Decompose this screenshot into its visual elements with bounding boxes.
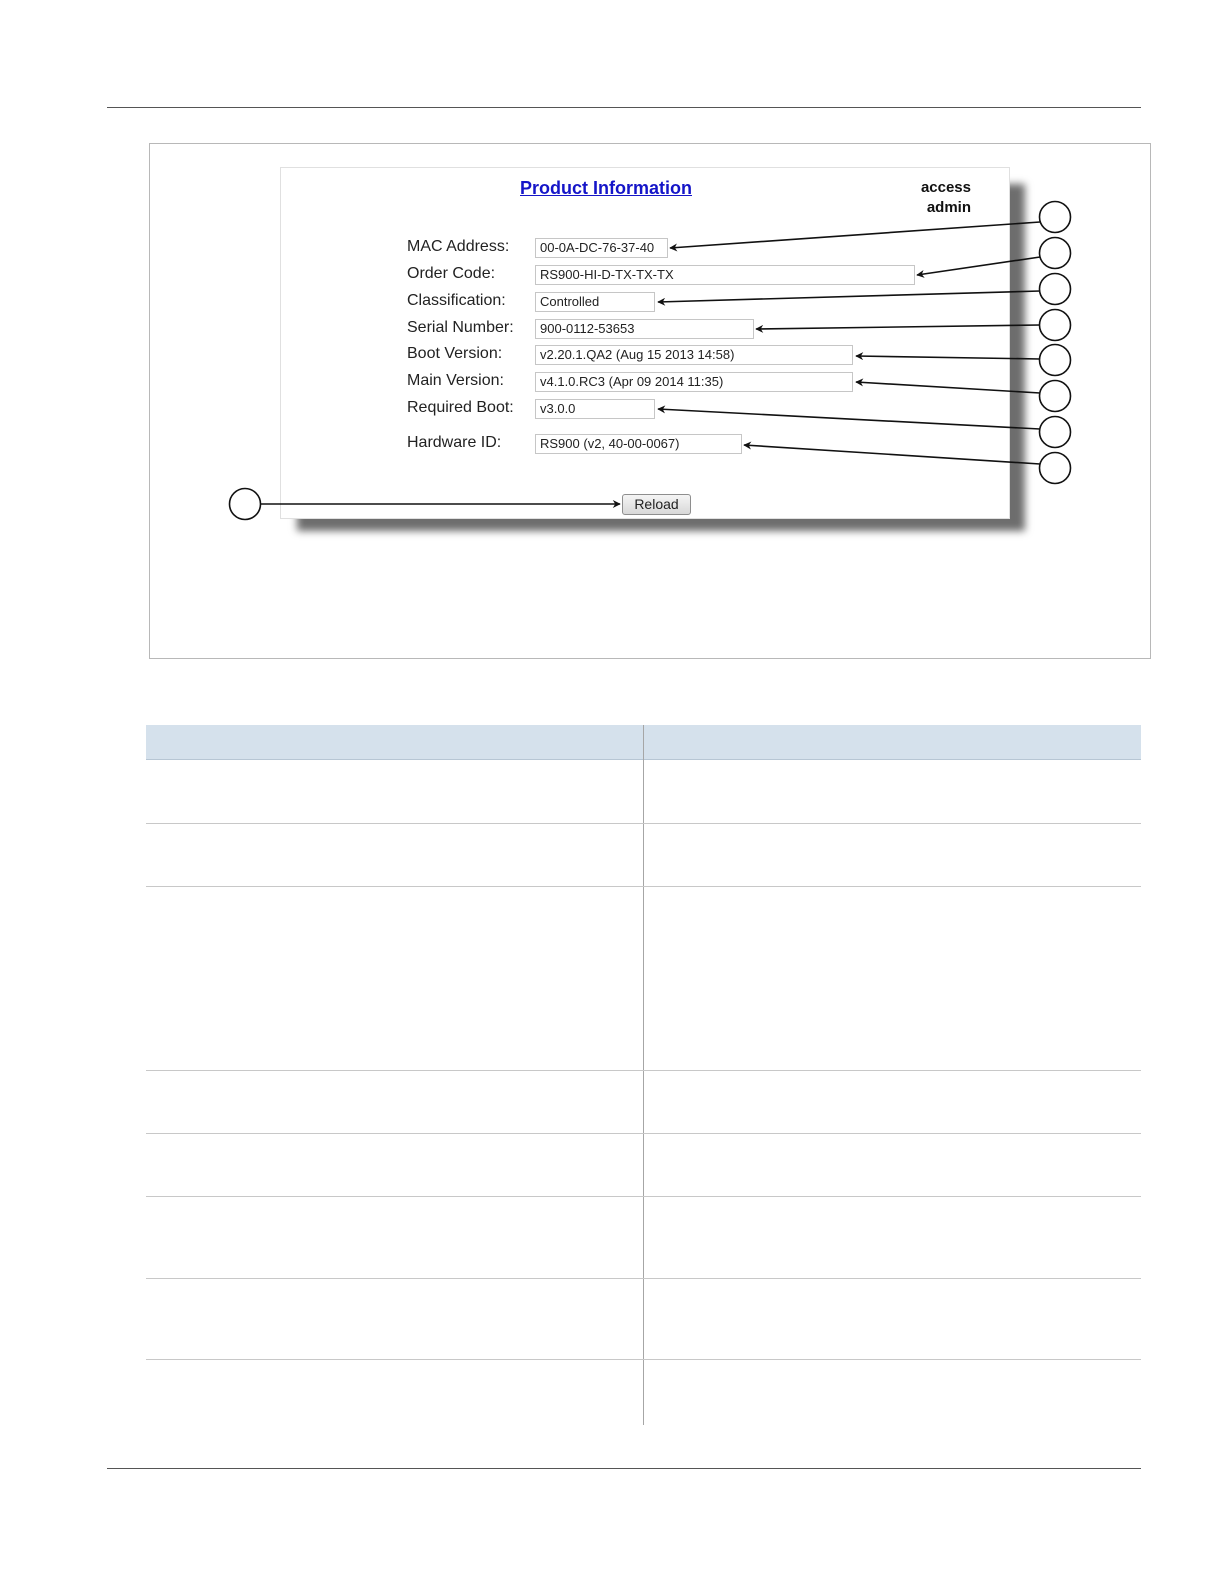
- callout-arrow-hardware-id: [744, 445, 1040, 464]
- serial-number-field: 900-0112-53653: [535, 319, 754, 339]
- callout-circle-hardware-id: [1040, 453, 1071, 484]
- hardware-id-label: Hardware ID:: [407, 434, 502, 451]
- table-row-divider: [146, 1070, 1141, 1071]
- callout-circle-required-boot: [1040, 417, 1071, 448]
- callout-circle-mac: [1040, 202, 1071, 233]
- callout-circle-classification: [1040, 274, 1071, 305]
- callout-overlay: [0, 0, 1224, 700]
- reload-button[interactable]: Reload: [622, 494, 691, 515]
- access-label: access: [920, 179, 971, 196]
- callout-arrow-boot-version: [856, 356, 1040, 359]
- classification-label: Classification:: [407, 292, 506, 309]
- parameter-table: [146, 725, 1141, 1425]
- callout-circle-order-code: [1040, 238, 1071, 269]
- classification-field: Controlled: [535, 292, 655, 312]
- main-version-field: v4.1.0.RC3 (Apr 09 2014 11:35): [535, 372, 853, 392]
- boot-version-label: Boot Version:: [407, 345, 503, 362]
- required-boot-field: v3.0.0: [535, 399, 655, 419]
- table-row-divider: [146, 1278, 1141, 1279]
- callout-arrow-order-code: [917, 257, 1040, 275]
- callout-circle-serial: [1040, 310, 1071, 341]
- footer-rule: [107, 1468, 1141, 1469]
- callout-arrow-serial: [756, 325, 1040, 329]
- callout-circle-reload: [230, 489, 261, 520]
- serial-number-label: Serial Number:: [407, 319, 514, 336]
- callout-circle-main-version: [1040, 381, 1071, 412]
- table-row-divider: [146, 1196, 1141, 1197]
- access-value: admin: [926, 199, 971, 216]
- table-column-divider: [643, 725, 644, 1425]
- boot-version-field: v2.20.1.QA2 (Aug 15 2013 14:58): [535, 345, 853, 365]
- panel-title-link[interactable]: Product Information: [520, 178, 692, 198]
- table-row-divider: [146, 823, 1141, 824]
- callout-arrow-classification: [658, 291, 1040, 302]
- mac-address-field: 00-0A-DC-76-37-40: [535, 238, 668, 258]
- callout-circle-boot-version: [1040, 345, 1071, 376]
- table-row-divider: [146, 1359, 1141, 1360]
- mac-address-label: MAC Address:: [407, 238, 510, 255]
- order-code-field: RS900-HI-D-TX-TX-TX: [535, 265, 915, 285]
- callout-arrow-required-boot: [658, 409, 1040, 429]
- hardware-id-field: RS900 (v2, 40-00-0067): [535, 434, 742, 454]
- table-row-divider: [146, 1133, 1141, 1134]
- required-boot-label: Required Boot:: [407, 399, 514, 416]
- table-row-divider: [146, 886, 1141, 887]
- callout-arrow-main-version: [856, 382, 1040, 393]
- main-version-label: Main Version:: [407, 372, 504, 389]
- callout-arrow-mac: [670, 222, 1040, 248]
- order-code-label: Order Code:: [407, 265, 496, 282]
